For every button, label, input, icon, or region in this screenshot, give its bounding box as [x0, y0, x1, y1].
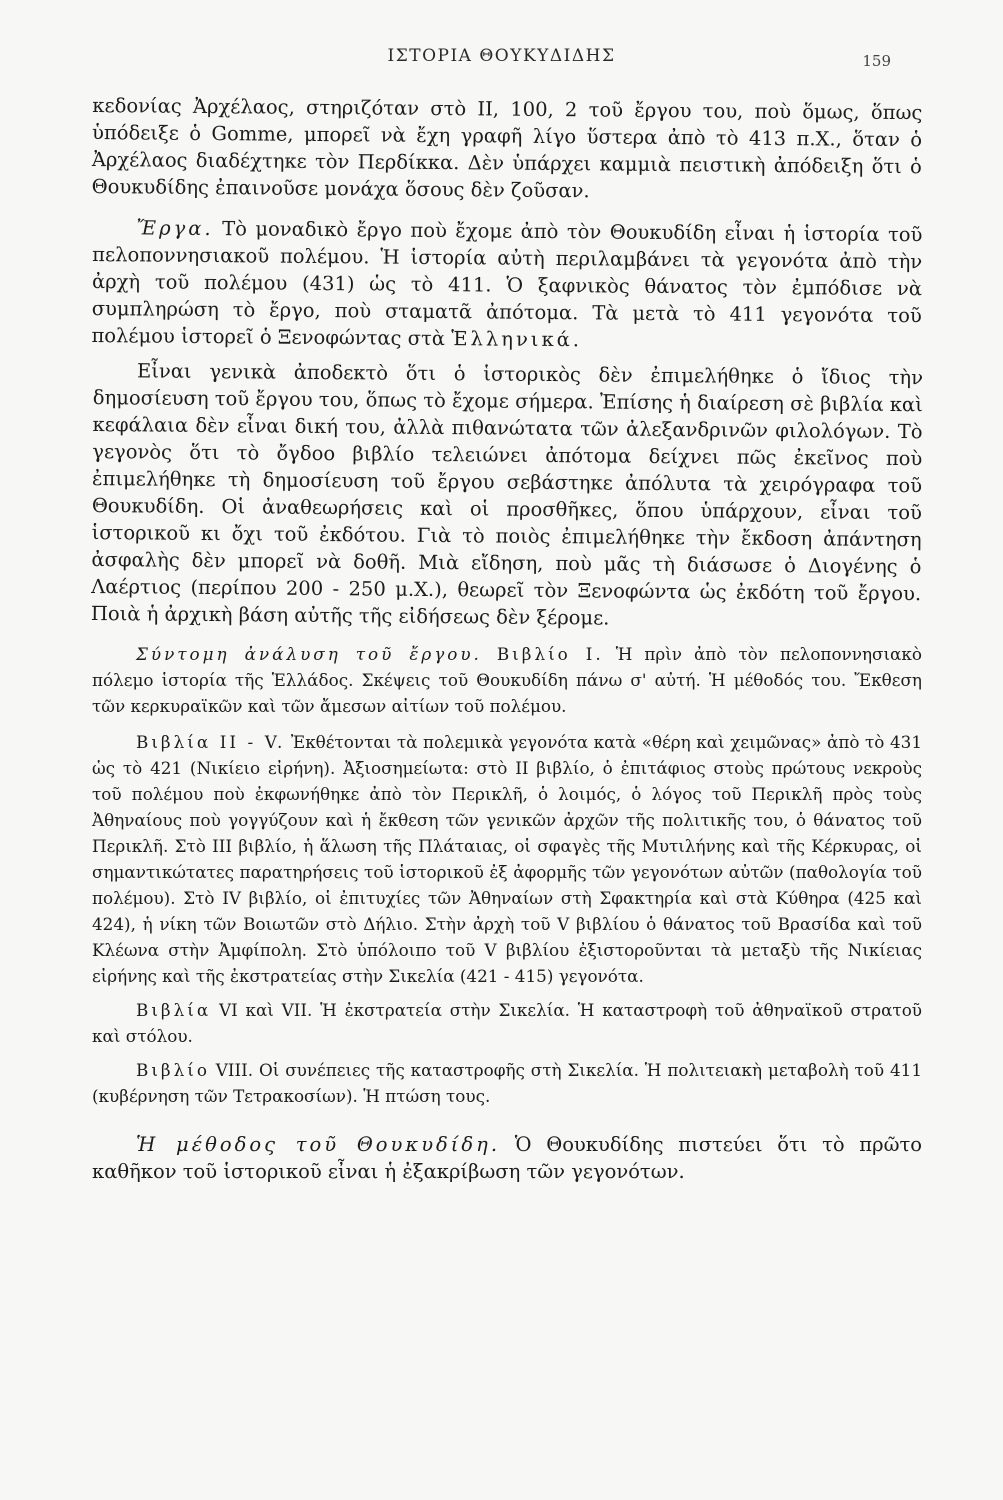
paragraph-text: Εἶναι γενικὰ ἀποδεκτὸ ὅτι ὁ ἱστορικὸς δὲν ἐπιμελήθηκε ὁ ἴδιος τὴν δημοσίευση τοῦ ἔργου του, ὅπως τὸ ἔχομε σήμερα. Ἐπίσης ἡ διαίρεση σὲ βιβλία καὶ κεφάλαια δὲν εἶναι δική του, ἀλλὰ πιθανώτατα τῶν ἀλεξανδρινῶν φιλολόγων. Τὸ γεγονὸς ὅτι τὸ ὄγδοο βιβλίο τελειώνει ἀπότομα δείχνει πῶς ἐκεῖνος ποὺ ἐπιμελήθηκε τὴ δημοσίευση τοῦ ἔργου σεβάστηκε ἀπόλυτα τὰ χειρόγραφα τοῦ Θουκυδίδη. Οἱ ἀναθεωρήσεις καὶ οἱ προσθῆκες, ὅπου ὑπάρχουν, εἶναι τοῦ ἱστορικοῦ κι ὄχι τοῦ ἐκδότου. Γιὰ τὸ ποιὸς ἐπιμελήθηκε τὴν ἔκδοση ἀπάντηση ἀσφαλὴς δὲν μπορεῖ νὰ δοθῆ. Μιὰ εἴδηση, ποὺ μᾶς τὴ διάσωσε ὁ Διογένης ὁ Λαέρτιος (περίπου 200 - 250 μ.Χ.), θεωρεῖ τὸν Ξενοφώντα ὡς ἐκδότη τοῦ ἔργου. Ποιὰ ἡ ἀρχικὴ βάση αὐτῆς τῆς εἰδήσεως δὲν ξέρομε.: [90, 359, 924, 630]
paragraph-works: [91, 214, 922, 356]
paragraph-text: Τὸ μοναδικὸ ἔργο ποὺ ἔχομε ἀπὸ τὸν Θουκυδίδη εἶναι ἡ ἱστορία τοῦ πελοποννησιακοῦ πολέμου. Ἡ ἱστορία αὐτὴ περιλαμβάνει τὰ γεγονότα ἀπὸ τὴν ἀρχὴ τοῦ πολέμου (431) ὡς τὸ 411. Ὁ ξαφνικὸς θάνατος τὸν ἐμπόδισε νὰ συμπληρώση τὸ ἔργο, ποὺ σταματᾶ ἀπότομα. Τὰ μετὰ τὸ 411 γεγονότα τοῦ πολέμου ἱστορεῖ ὁ Ξενοφώντας στὰ: [91, 217, 923, 351]
paragraph-book-8: [92, 1057, 922, 1109]
paragraph-text: Ἐκθέτονται τὰ πολεμικὰ γεγονότα κατὰ «θέρη καὶ χειμῶνας» ἀπὸ τὸ 431 ὡς τὸ 421 (Νικίειο εἰρήνη). Ἀξιοσημείωτα: στὸ ΙΙ βιβλίο, ὁ ἐπιτάφιος στοὺς πρώτους νεκροὺς τοῦ πολέμου ποὺ ἐκφωνήθηκε ἀπὸ τὸν Περικλῆ, ὁ λοιμός, ὁ λόγος τοῦ Περικλῆ πρὸς τοὺς Ἀθηναίους ποὺ γογγύζουν καὶ ἡ ἔκθεση τῶν γενικῶν ἀρχῶν τῆς πολιτικῆς του, ὁ θάνατος τοῦ Περικλῆ. Στὸ ΙΙΙ βιβλίο, ἡ ἅλωση τῆς Πλάταιας, οἱ σφαγὲς τῆς Μυτιλήνης καὶ τῆς Κέρκυρας, οἱ σημαντικώτατες παρατηρήσεις τοῦ ἱστορικοῦ ἐξ ἀφορμῆς τῶν γεγονότων αὐτῶν (παθολογία τοῦ πολέμου). Στὸ IV βιβλίο, οἱ ἐπιτυχίες τῶν Ἀθηναίων στὴ Σφακτηρία καὶ στὰ Κύθηρα (425 καὶ 424), ἡ νίκη τῶν Βοιωτῶν στὸ Δήλιο. Στὴν ἀρχὴ τοῦ V βιβλίου ὁ θάνατος τοῦ Βρασίδα καὶ τοῦ Κλέωνα στὴν Ἀμφίπολη. Στὸ ὑπόλοιπο τοῦ V βιβλίου ἐξιστοροῦνται τὰ μεταξὺ τῆς Νικίειας εἰρήνης καὶ τῆς ἐκστρατείας στὴν Σικελία (421 - 415) γεγονότα.: [92, 732, 922, 986]
paragraph-text: Ὁ Θουκυδίδης πιστεύει ὅτι τὸ πρῶτο καθῆκον τοῦ ἱστορικοῦ εἶναι ἡ ἐξακρίβωση τῶν γεγονότων.: [92, 1133, 922, 1183]
body-text: [92, 92, 922, 1185]
paragraph-publication: [91, 357, 923, 634]
page-header: [0, 46, 1003, 76]
paragraph-text: Ἡ πρὶν ἀπὸ τὸν πελοποννησιακὸ πόλεμο ἱστορία τῆς Ἑλλάδος. Σκέψεις τοῦ Θουκυδίδη πάνω σ' αὐτή. Ἡ μέθοδός του. Ἔκθεση τῶν κερκυραϊκῶν καὶ τῶν ἄμεσων αἰτίων τοῦ πολέμου.: [92, 644, 922, 716]
book-label: Βιβλίο Ι.: [481, 644, 604, 664]
book-label: Βιβλία: [136, 1000, 212, 1020]
section-heading-works: Ἔργα.: [136, 216, 214, 241]
page-number: 159: [862, 52, 891, 70]
paragraph-method: [92, 1131, 922, 1185]
paragraph-text: VI καὶ VII. Ἡ ἐκστρατεία στὴν Σικελία. Ἡ καταστροφὴ τοῦ ἀθηναϊκοῦ στρατοῦ καὶ στόλου.: [92, 1000, 922, 1046]
section-heading-summary: Σύντομη ἀνάλυση τοῦ ἔργου.: [136, 644, 482, 664]
paragraph-summary: [92, 641, 922, 719]
hellenika-title: Ἑλληνικά.: [451, 327, 583, 352]
section-heading-method: Ἡ μέθοδος τοῦ Θουκυδίδη.: [136, 1133, 501, 1156]
paragraph-books-2-5: [92, 729, 922, 989]
paragraph-books-6-7: [92, 997, 922, 1049]
paragraph-text: VIII. Οἱ συνέπειες τῆς καταστροφῆς στὴ Σικελία. Ἡ πολιτειακὴ μεταβολὴ τοῦ 411 (κυβέρνηση τῶν Τετρακοσίων). Ἡ πτώση τους.: [92, 1060, 922, 1106]
paragraph-text: κεδονίας Ἀρχέλαος, στηριζόταν στὸ ΙΙ, 100, 2 τοῦ ἔργου του, ποὺ ὅμως, ὅπως ὑπόδειξε ὁ Gomme, μπορεῖ νὰ ἔχη γραφῆ λίγο ὕστερα ἀπὸ τὸ 413 π.Χ., ὅταν ὁ Ἀρχέλαος διαδέχτηκε τὸν Περδίκκα. Δὲν ὑπάρχει καμμιὰ πειστικὴ ἀπόδειξη ὅτι ὁ Θουκυδίδης ἐπαινοῦσε μονάχα ὅσους δὲν ζοῦσαν.: [91, 94, 923, 203]
paragraph-continuation: [92, 92, 923, 207]
running-head: ΙΣΤΟΡΙΑ ΘΟΥΚΥΔΙΔΗΣ: [387, 46, 616, 66]
book-label: Βιβλίο: [136, 1060, 210, 1080]
book-label: Βιβλία ΙΙ - V.: [136, 732, 286, 752]
